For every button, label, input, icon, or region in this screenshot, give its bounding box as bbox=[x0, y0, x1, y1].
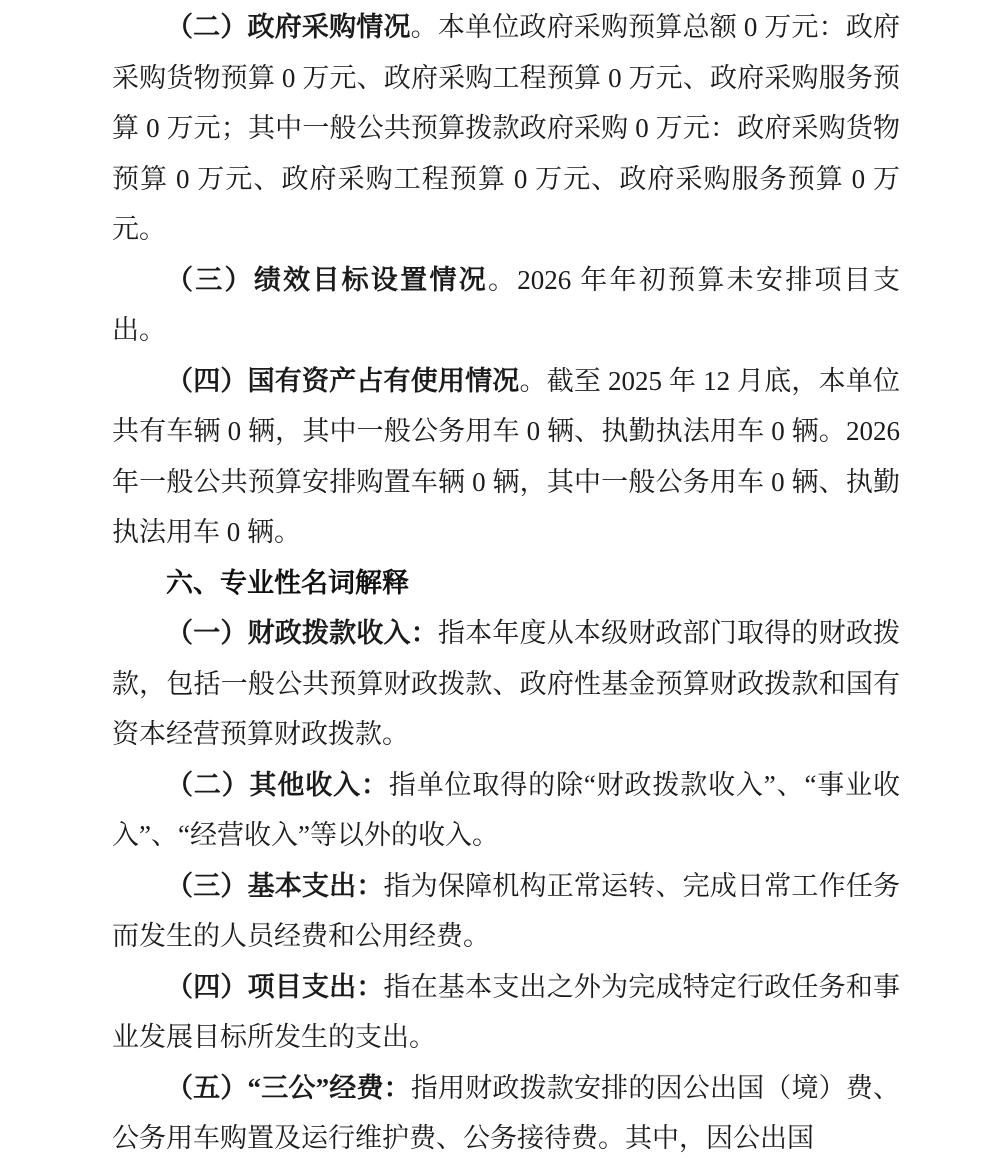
paragraph-lead-basic-expenditure: （三）基本支出： bbox=[166, 870, 384, 901]
paragraph-text-government-procurement: 。本单位政府采购预算总额 0 万元：政府采购货物预算 0 万元、政府采购工程预算 0 万元、政府采购服务预算 0 万元；其中一般公共预算拨款政府采购 0 万元：政府采购货物预算 0 万元、政府采购工程预算 0 万元、政府采购服务预算 0 万元。 bbox=[112, 12, 901, 244]
paragraph-text-basic-expenditure: 指为保障机构正常运转、完成日常工作任务而发生的人员经费和公用经费。 bbox=[112, 870, 901, 951]
paragraph-lead-state-assets: （四）国有资产占有使用情况 bbox=[166, 365, 520, 396]
paragraph-government-procurement bbox=[112, 2, 900, 255]
paragraph-lead-performance-targets: （三）绩效目标设置情况 bbox=[166, 264, 488, 295]
paragraph-text-performance-targets: 。2026 年年初预算未安排项目支出。 bbox=[112, 264, 901, 345]
paragraph-lead-project-expenditure: （四）项目支出： bbox=[166, 971, 384, 1002]
paragraph-text-project-expenditure: 指在基本支出之外为完成特定行政任务和事业发展目标所发生的支出。 bbox=[112, 971, 901, 1052]
paragraph-lead-three-public-funds: （五）“三公”经费： bbox=[166, 1072, 411, 1103]
paragraph-term-basic-expenditure bbox=[112, 861, 900, 962]
paragraph-lead-fiscal-appropriation: （一）财政拨款收入： bbox=[166, 618, 438, 648]
paragraph-text-fiscal-appropriation: 指本年度从本级财政部门取得的财政拨款，包括一般公共预算财政拨款、政府性基金预算财政拨款和国有资本经营预算财政拨款。 bbox=[112, 618, 901, 749]
paragraph-lead-other-income: （二）其他收入： bbox=[166, 769, 389, 800]
paragraph-lead-government-procurement: （二）政府采购情况 bbox=[166, 12, 411, 42]
paragraph-text-other-income: 指单位取得的除“财政拨款收入”、“事业收入”、“经营收入”等以外的收入。 bbox=[112, 769, 901, 850]
paragraph-text-three-public-funds: 指用财政拨款安排的因公出国（境）费、公务用车购置及运行维护费、公务接待费。其中，因公出国 bbox=[112, 1072, 901, 1153]
paragraph-term-other-income bbox=[112, 760, 900, 861]
paragraph-term-fiscal-appropriation bbox=[112, 608, 900, 760]
paragraph-text-state-assets: 。截至 2025 年 12 月底，本单位共有车辆 0 辆，其中一般公务用车 0 辆、执勤执法用车 0 辆。2026 年一般公共预算安排购置车辆 0 辆，其中一般公务用车 0 辆、执勤执法用车 0 辆。 bbox=[112, 365, 900, 547]
section-heading-terminology: 六、专业性名词解释 bbox=[166, 567, 409, 598]
paragraph-term-project-expenditure bbox=[112, 962, 900, 1063]
paragraph-term-three-public-funds bbox=[112, 1063, 900, 1164]
paragraph-state-assets bbox=[112, 356, 900, 558]
paragraph-performance-targets bbox=[112, 255, 900, 356]
